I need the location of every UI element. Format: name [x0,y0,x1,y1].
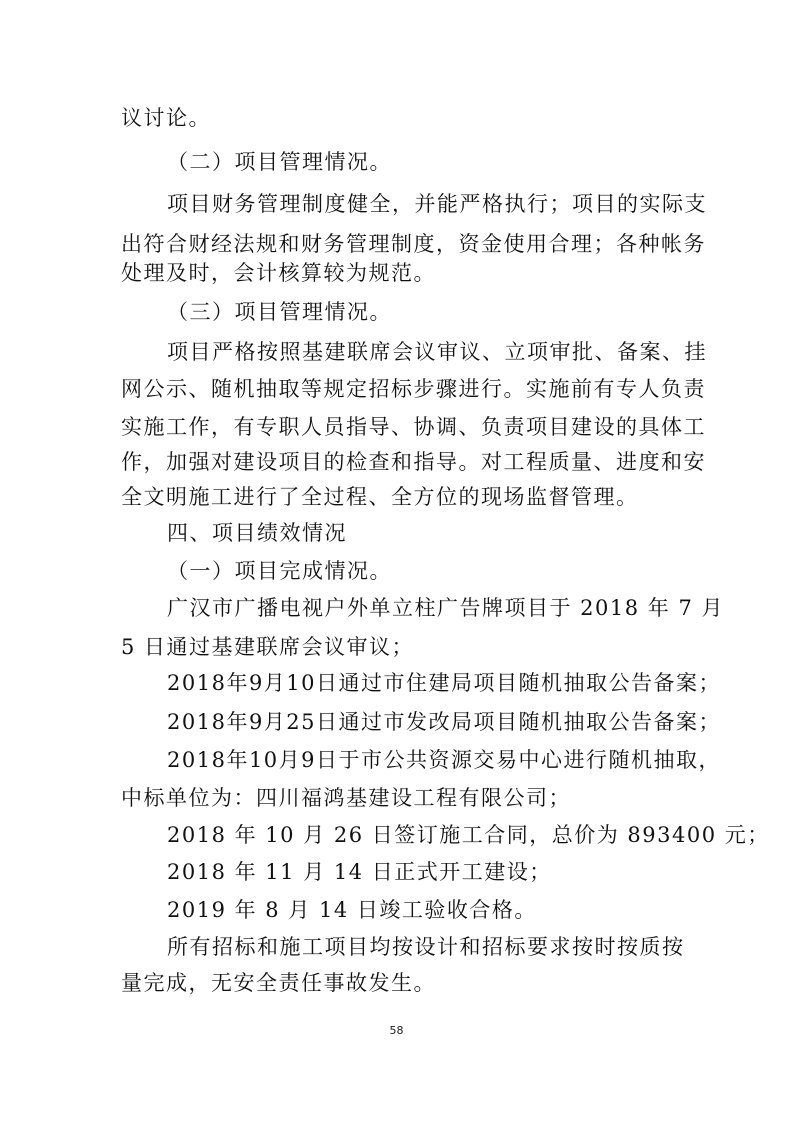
paragraph-line: 出符合财经法规和财务管理制度，资金使用合理；各种帐务 [121,232,706,256]
paragraph-line: 2018 年 11 月 14 日正式开工建设； [167,860,552,884]
paragraph-line: 2018 年 10 月 26 日签订施工合同，总价为 893400 元； [167,823,770,847]
paragraph-line: 实施工作，有专职人员指导、协调、负责项目建设的具体工 [121,415,706,439]
section-heading: 四、项目绩效情况 [167,521,347,545]
paragraph-line: 全文明施工进行了全过程、全方位的现场监督管理。 [121,485,639,509]
paragraph-line: 2018年9月25日通过市发改局项目随机抽取公告备案； [167,710,722,734]
paragraph-line: 处理及时，会计核算较为规范。 [121,261,436,285]
paragraph-line: 网公示、随机抽取等规定招标步骤进行。实施前有专人负责 [121,377,706,401]
paragraph-line: 2018年9月10日通过市住建局项目随机抽取公告备案； [167,671,722,695]
section-heading: （一）项目完成情况。 [167,559,392,583]
paragraph-line: 项目财务管理制度健全，并能严格执行；项目的实际支 [167,192,707,216]
section-heading: （三）项目管理情况。 [167,300,392,324]
paragraph-line: 作，加强对建设项目的检查和指导。对工程质量、进度和安 [121,450,706,474]
paragraph-line: 2018年10月9日于市公共资源交易中心进行随机抽取， [167,748,722,772]
paragraph-line: 项目严格按照基建联席会议审议、立项审批、备案、挂 [167,340,707,364]
paragraph-line: 量完成，无安全责任事故发生。 [121,971,436,995]
paragraph-line: 中标单位为：四川福鸿基建设工程有限公司； [121,786,571,810]
section-heading: （二）项目管理情况。 [167,150,392,174]
paragraph-line: 广汉市广播电视户外单立柱广告牌项目于 2018 年 7 月 [167,596,725,620]
paragraph-line: 议讨论。 [121,106,211,130]
paragraph-line: 2019 年 8 月 14 日竣工验收合格。 [167,898,537,922]
page-number: 58 [389,1024,404,1037]
paragraph-line: 5 日通过基建联席会议审议； [121,635,415,659]
paragraph-line: 所有招标和施工项目均按设计和招标要求按时按质按 [167,935,685,959]
